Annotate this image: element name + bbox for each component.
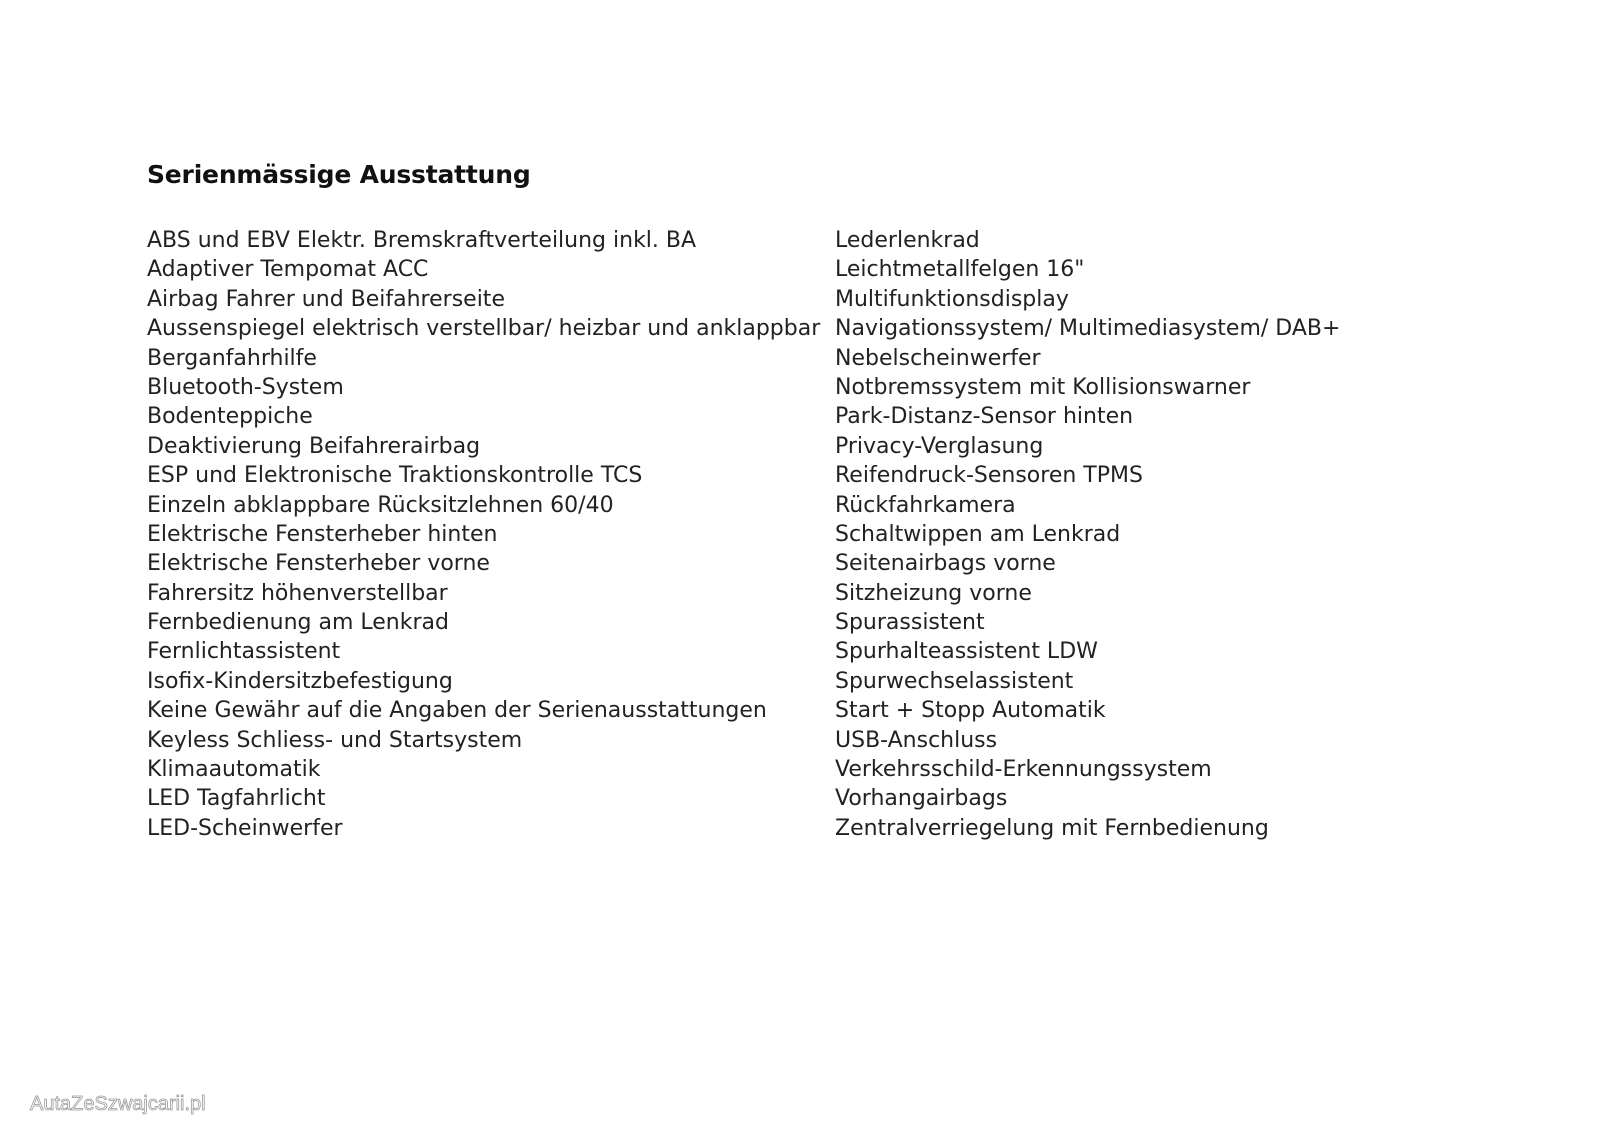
list-item: Start + Stopp Automatik <box>835 698 1106 724</box>
list-item: Deaktivierung Beifahrerairbag <box>147 433 481 459</box>
list-item: ESP und Elektronische Traktionskontrolle TCS <box>147 463 643 489</box>
list-item: Spurwechselassistent <box>835 668 1074 694</box>
list-item: Aussenspiegel elektrisch verstellbar/ heizbar und anklappbar <box>147 316 821 342</box>
list-item: Fernlichtassistent <box>147 639 341 665</box>
list-item: Lederlenkrad <box>835 228 980 253</box>
list-item: Rückfahrkamera <box>835 492 1016 518</box>
list-item: Bodenteppiche <box>147 404 313 430</box>
list-item: Leichtmetallfelgen 16" <box>835 257 1085 283</box>
list-item: Reifendruck-Sensoren TPMS <box>835 463 1143 489</box>
list-item: Seitenairbags vorne <box>835 551 1056 577</box>
list-item: Elektrische Fensterheber hinten <box>147 521 498 547</box>
page-title: Serienmässige Ausstattung <box>147 160 531 189</box>
list-item: Navigationssystem/ Multimediasystem/ DAB+ <box>835 316 1341 342</box>
list-item: Vorhangairbags <box>835 786 1008 812</box>
list-item: Bluetooth-System <box>147 374 344 400</box>
watermark: AutaZeSzwajcarii.pl <box>30 1093 206 1115</box>
list-item: Zentralverriegelung mit Fernbedienung <box>835 815 1269 841</box>
list-item: Fernbedienung am Lenkrad <box>147 610 449 636</box>
list-item: USB-Anschluss <box>835 727 998 753</box>
list-item: LED-Scheinwerfer <box>147 815 343 841</box>
list-item: Verkehrsschild-Erkennungssystem <box>835 757 1212 783</box>
list-item: Airbag Fahrer und Beifahrerseite <box>147 286 505 312</box>
list-item: Fahrersitz höhenverstellbar <box>147 580 448 606</box>
list-item: Schaltwippen am Lenkrad <box>835 521 1121 547</box>
equipment-list-left <box>147 226 820 843</box>
list-item: LED Tagfahrlicht <box>147 786 326 812</box>
list-item: Spurassistent <box>835 610 985 636</box>
list-item: Berganfahrhilfe <box>147 345 317 371</box>
list-item: Isofix-Kindersitzbefestigung <box>147 668 453 694</box>
list-item: Multifunktionsdisplay <box>835 286 1069 312</box>
list-item: Keyless Schliess- und Startsystem <box>147 727 523 753</box>
list-item: Notbremssystem mit Kollisionswarner <box>835 374 1251 400</box>
list-item: Sitzheizung vorne <box>835 580 1032 606</box>
list-item: Klimaautomatik <box>147 757 321 783</box>
list-item: Nebelscheinwerfer <box>835 345 1041 371</box>
list-item: Keine Gewähr auf die Angaben der Serienausstattungen <box>147 698 767 724</box>
list-item: Spurhalteassistent LDW <box>835 639 1098 665</box>
list-item: Einzeln abklappbare Rücksitzlehnen 60/40 <box>147 492 614 518</box>
equipment-list-right <box>835 226 1340 843</box>
list-item: Adaptiver Tempomat ACC <box>147 257 429 283</box>
list-item: Park-Distanz-Sensor hinten <box>835 404 1134 430</box>
list-item: Privacy-Verglasung <box>835 433 1044 459</box>
list-item: Elektrische Fensterheber vorne <box>147 551 490 577</box>
list-item: ABS und EBV Elektr. Bremskraftverteilung inkl. BA <box>147 228 697 253</box>
